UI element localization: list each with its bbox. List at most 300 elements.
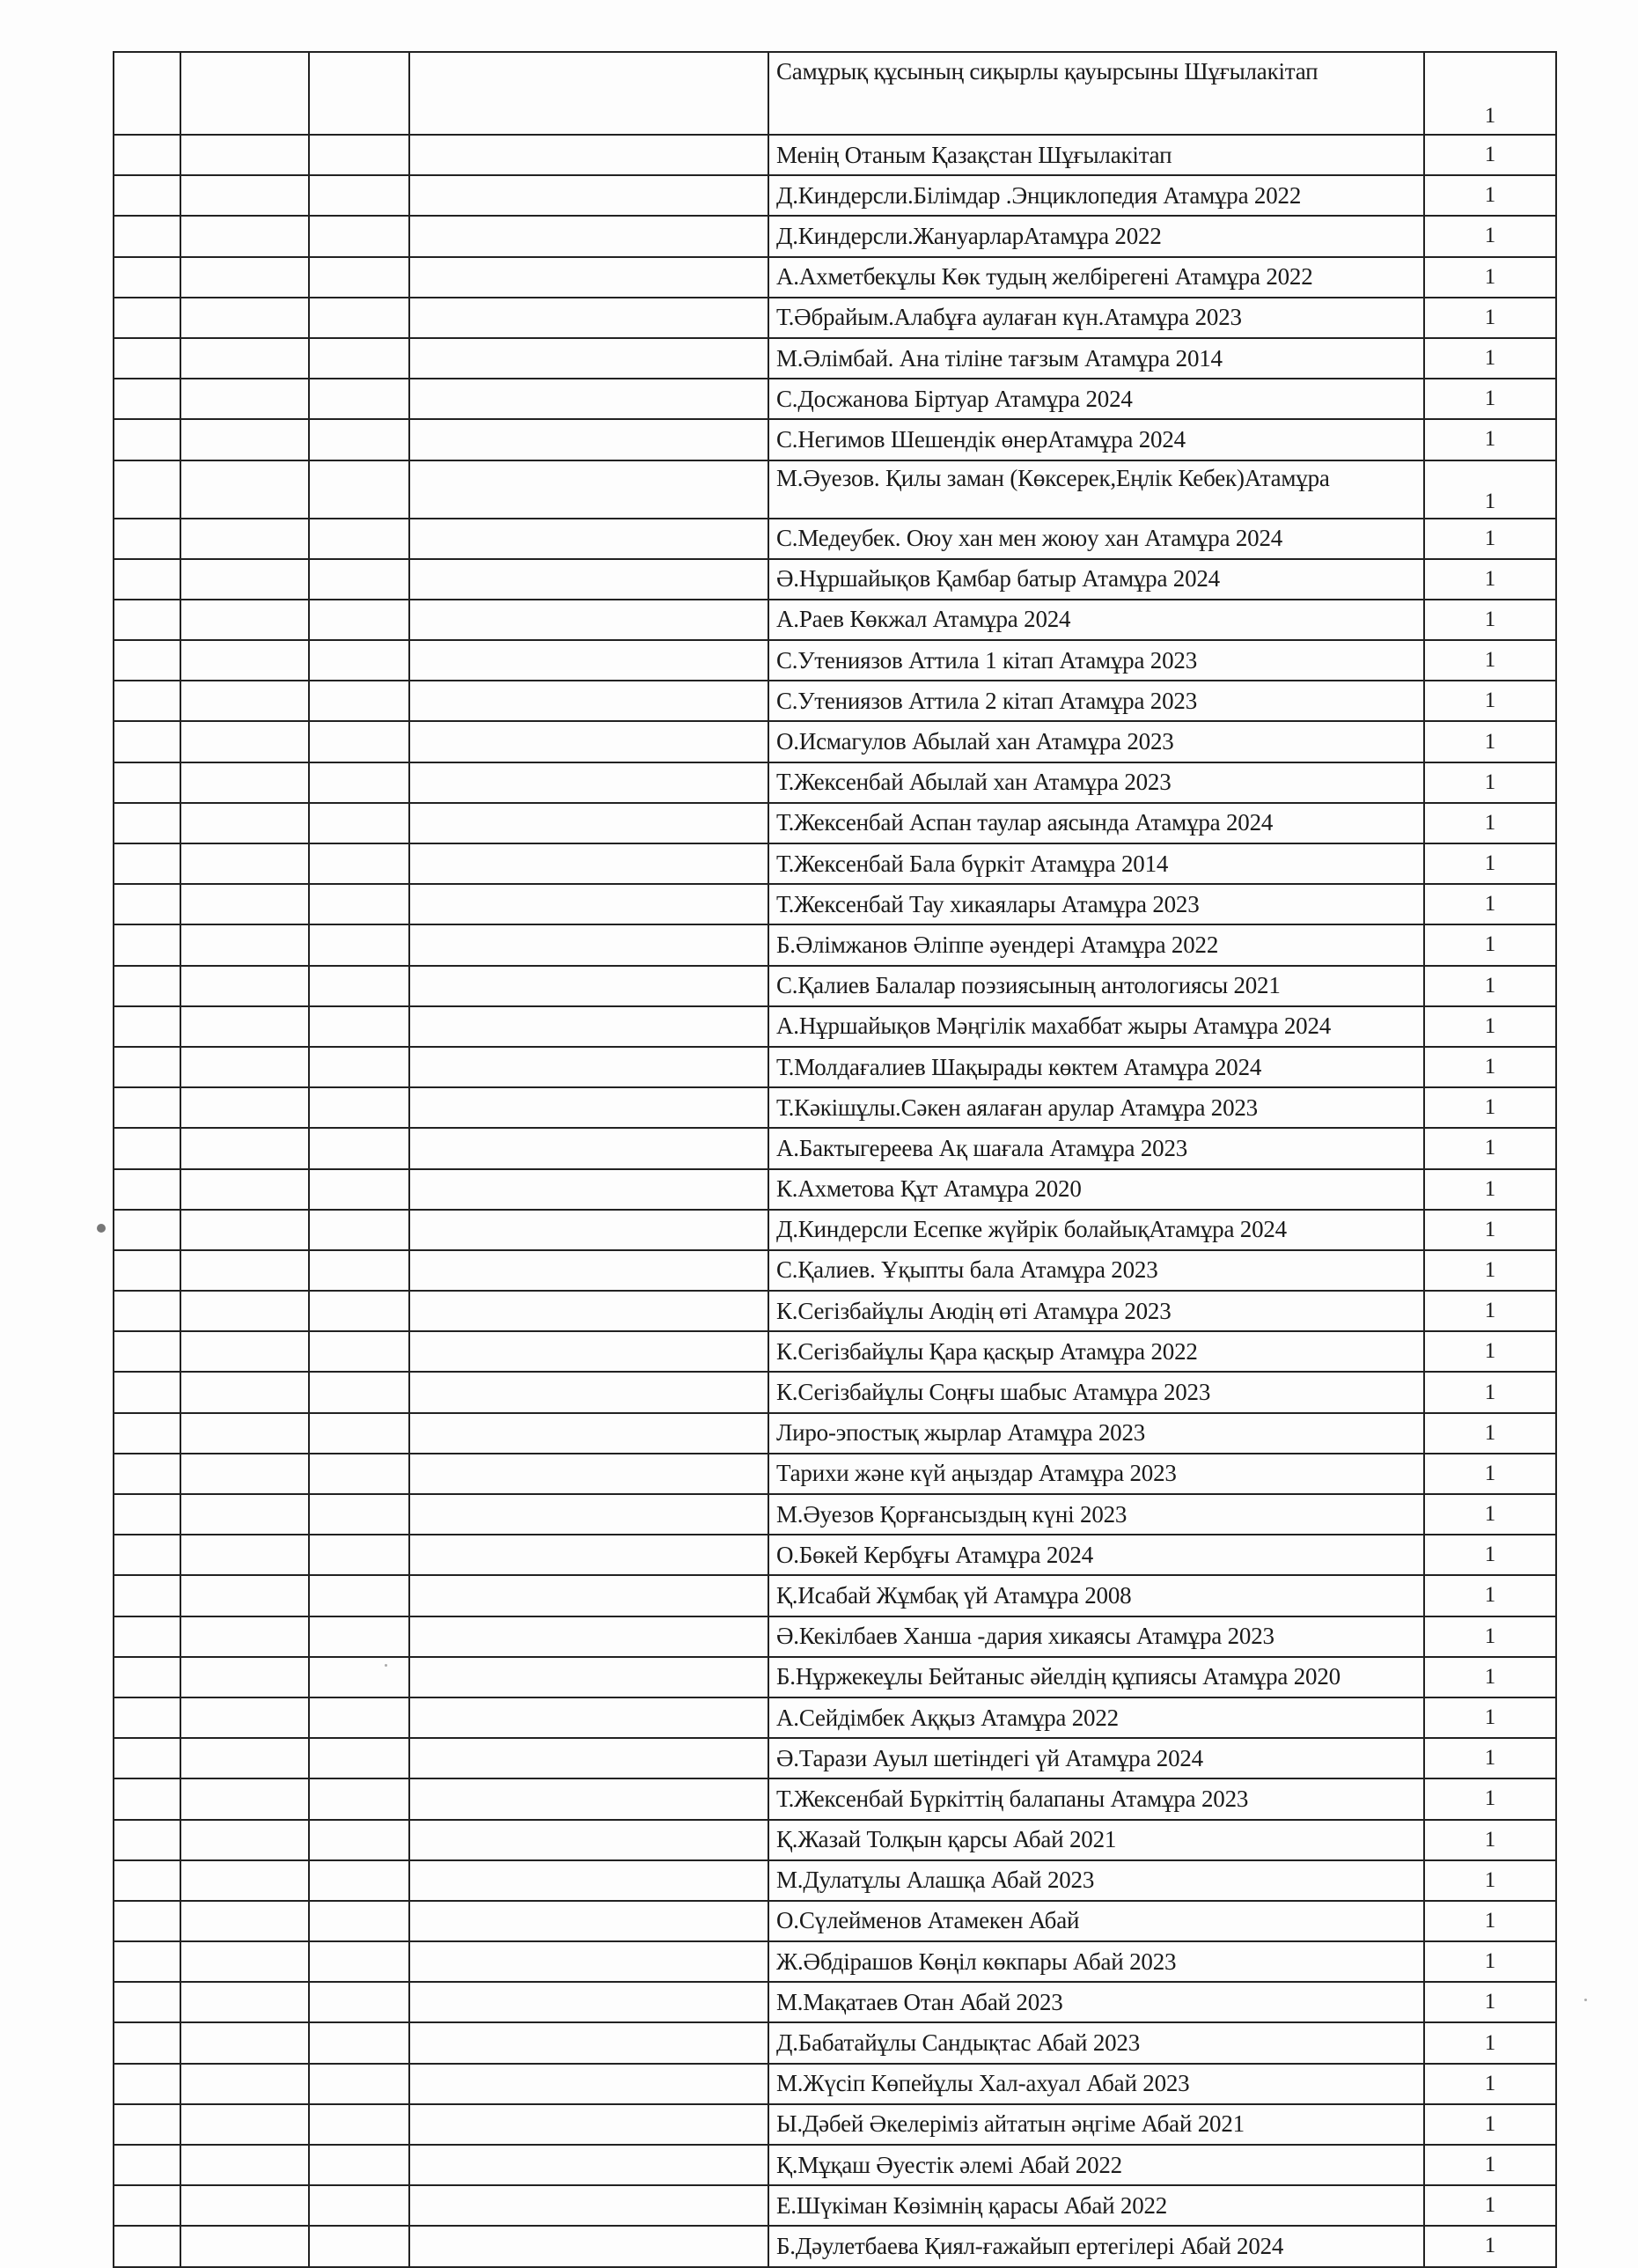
empty-cell xyxy=(180,1860,309,1901)
book-title-cell: С.Досжанова Біртуар Атамұра 2024 xyxy=(768,379,1424,419)
empty-cell xyxy=(309,1820,409,1860)
table-row xyxy=(114,1087,1556,1128)
empty-cell xyxy=(114,1250,180,1291)
table-row xyxy=(114,338,1556,379)
empty-cell xyxy=(309,2064,409,2104)
quantity-cell: 1 xyxy=(1424,1413,1556,1454)
empty-cell xyxy=(180,559,309,600)
empty-cell xyxy=(409,338,768,379)
quantity-cell: 1 xyxy=(1424,1941,1556,1982)
book-title-cell: С.Негимов Шешендік өнерАтамұра 2024 xyxy=(768,419,1424,460)
empty-cell xyxy=(409,2185,768,2226)
empty-cell xyxy=(309,762,409,803)
empty-cell xyxy=(114,1778,180,1819)
empty-cell xyxy=(180,338,309,379)
empty-cell xyxy=(409,460,768,519)
table-row xyxy=(114,2185,1556,2226)
empty-cell xyxy=(309,721,409,762)
empty-cell xyxy=(180,1413,309,1454)
empty-cell xyxy=(180,1250,309,1291)
table-row xyxy=(114,2104,1556,2145)
quantity-cell: 1 xyxy=(1424,419,1556,460)
empty-cell xyxy=(309,1697,409,1738)
empty-cell xyxy=(180,379,309,419)
table-row xyxy=(114,2226,1556,2266)
book-title-cell: Т.Жексенбай Тау хикаялары Атамұра 2023 xyxy=(768,884,1424,924)
empty-cell xyxy=(409,1128,768,1168)
empty-cell xyxy=(309,1494,409,1535)
quantity-cell: 1 xyxy=(1424,1820,1556,1860)
empty-cell xyxy=(309,2226,409,2266)
book-title-cell: С.Қалиев. Ұқыпты бала Атамұра 2023 xyxy=(768,1250,1424,1291)
book-title-cell: Д.Киндерсли Есепке жүйрік болайықАтамұра 2024 xyxy=(768,1210,1424,1250)
empty-cell xyxy=(409,519,768,559)
empty-cell xyxy=(409,1210,768,1250)
empty-cell xyxy=(409,2104,768,2145)
book-title-cell: С.Медеубек. Оюу хан мен жоюу хан Атамұра 2024 xyxy=(768,519,1424,559)
book-title-cell: Т.Кәкішұлы.Сәкен аялаған арулар Атамұра 2023 xyxy=(768,1087,1424,1128)
quantity-cell: 1 xyxy=(1424,721,1556,762)
empty-cell xyxy=(114,2145,180,2185)
table-row xyxy=(114,843,1556,884)
empty-cell xyxy=(309,884,409,924)
quantity-cell: 1 xyxy=(1424,135,1556,175)
empty-cell xyxy=(409,1941,768,1982)
empty-cell xyxy=(114,1128,180,1168)
empty-cell xyxy=(409,924,768,965)
empty-cell xyxy=(114,1820,180,1860)
empty-cell xyxy=(409,884,768,924)
empty-cell xyxy=(409,1087,768,1128)
book-title-cell: Е.Шүкіман Көзімнің қарасы Абай 2022 xyxy=(768,2185,1424,2226)
empty-cell xyxy=(409,1250,768,1291)
empty-cell xyxy=(180,884,309,924)
empty-cell xyxy=(409,1331,768,1372)
quantity-cell: 1 xyxy=(1424,1210,1556,1250)
empty-cell xyxy=(309,1535,409,1575)
empty-cell xyxy=(409,419,768,460)
empty-cell xyxy=(309,1982,409,2022)
book-title-cell: Ә.Нұршайықов Қамбар батыр Атамұра 2024 xyxy=(768,559,1424,600)
empty-cell xyxy=(409,600,768,640)
empty-cell xyxy=(309,1616,409,1657)
quantity-cell: 1 xyxy=(1424,803,1556,843)
empty-cell xyxy=(409,803,768,843)
quantity-cell: 1 xyxy=(1424,681,1556,721)
empty-cell xyxy=(114,2064,180,2104)
empty-cell xyxy=(114,1941,180,1982)
quantity-cell: 1 xyxy=(1424,762,1556,803)
book-title-cell: Менің Отаным Қазақстан Шұғылакітап xyxy=(768,135,1424,175)
empty-cell xyxy=(114,1169,180,1210)
empty-cell xyxy=(180,966,309,1006)
book-title-cell: О.Сүлейменов Атамекен Абай xyxy=(768,1901,1424,1941)
book-title-cell: К.Сегізбайұлы Аюдің өті Атамұра 2023 xyxy=(768,1291,1424,1331)
book-title-cell: Қ.Исабай Жұмбақ үй Атамұра 2008 xyxy=(768,1575,1424,1616)
empty-cell xyxy=(114,884,180,924)
book-title-cell: Самұрық құсының сиқырлы қауырсыны Шұғылакітап xyxy=(768,52,1424,135)
table-row xyxy=(114,640,1556,681)
quantity-cell: 1 xyxy=(1424,1657,1556,1697)
empty-cell xyxy=(180,2226,309,2266)
scan-speck xyxy=(97,1224,106,1233)
empty-cell xyxy=(309,2185,409,2226)
book-title-cell: А.Бактыгереева Ақ шағала Атамұра 2023 xyxy=(768,1128,1424,1168)
empty-cell xyxy=(309,216,409,256)
empty-cell xyxy=(180,216,309,256)
quantity-cell: 1 xyxy=(1424,1860,1556,1901)
empty-cell xyxy=(409,1982,768,2022)
empty-cell xyxy=(180,1006,309,1047)
empty-cell xyxy=(180,843,309,884)
quantity-cell: 1 xyxy=(1424,1494,1556,1535)
empty-cell xyxy=(114,1738,180,1778)
empty-cell xyxy=(114,640,180,681)
quantity-cell: 1 xyxy=(1424,216,1556,256)
empty-cell xyxy=(309,1087,409,1128)
book-title-cell: Қ.Мұқаш Әуестік әлемі Абай 2022 xyxy=(768,2145,1424,2185)
empty-cell xyxy=(114,1494,180,1535)
empty-cell xyxy=(180,52,309,135)
empty-cell xyxy=(180,1697,309,1738)
empty-cell xyxy=(114,1210,180,1250)
book-title-cell: Т.Молдағалиев Шақырады көктем Атамұра 2024 xyxy=(768,1047,1424,1087)
book-title-cell: О.Исмагулов Абылай хан Атамұра 2023 xyxy=(768,721,1424,762)
book-title-cell: А.Ахметбекұлы Көк тудың желбірегені Атамұра 2022 xyxy=(768,257,1424,298)
empty-cell xyxy=(409,681,768,721)
empty-cell xyxy=(409,1860,768,1901)
empty-cell xyxy=(114,600,180,640)
empty-cell xyxy=(409,1575,768,1616)
empty-cell xyxy=(409,2145,768,2185)
empty-cell xyxy=(180,1738,309,1778)
empty-cell xyxy=(180,1820,309,1860)
empty-cell xyxy=(409,175,768,216)
table-row xyxy=(114,966,1556,1006)
table-row xyxy=(114,1738,1556,1778)
empty-cell xyxy=(409,298,768,338)
empty-cell xyxy=(309,1006,409,1047)
empty-cell xyxy=(114,843,180,884)
empty-cell xyxy=(180,2022,309,2063)
empty-cell xyxy=(114,2226,180,2266)
empty-cell xyxy=(309,2145,409,2185)
table-row xyxy=(114,1901,1556,1941)
table-row xyxy=(114,1820,1556,1860)
book-title-cell: Т.Жексенбай Бүркіттің балапаны Атамұра 2023 xyxy=(768,1778,1424,1819)
empty-cell xyxy=(409,2226,768,2266)
empty-cell xyxy=(114,257,180,298)
table-row xyxy=(114,762,1556,803)
book-title-cell: А.Раев Көкжал Атамұра 2024 xyxy=(768,600,1424,640)
empty-cell xyxy=(180,1128,309,1168)
empty-cell xyxy=(180,640,309,681)
empty-cell xyxy=(180,762,309,803)
quantity-cell: 1 xyxy=(1424,1778,1556,1819)
table-row xyxy=(114,257,1556,298)
quantity-cell: 1 xyxy=(1424,843,1556,884)
book-list-table xyxy=(113,51,1557,2268)
empty-cell xyxy=(180,2185,309,2226)
empty-cell xyxy=(180,1575,309,1616)
quantity-cell: 1 xyxy=(1424,884,1556,924)
table-row xyxy=(114,1372,1556,1412)
empty-cell xyxy=(180,803,309,843)
empty-cell xyxy=(180,1494,309,1535)
quantity-cell: 1 xyxy=(1424,379,1556,419)
book-title-cell: Б.Нұржекеұлы Бейтаныс әйелдің құпиясы Атамұра 2020 xyxy=(768,1657,1424,1697)
empty-cell xyxy=(409,1697,768,1738)
empty-cell xyxy=(409,1738,768,1778)
quantity-cell: 1 xyxy=(1424,1738,1556,1778)
empty-cell xyxy=(409,1372,768,1412)
empty-cell xyxy=(114,1006,180,1047)
empty-cell xyxy=(409,1778,768,1819)
empty-cell xyxy=(409,1901,768,1941)
quantity-cell: 1 xyxy=(1424,1901,1556,1941)
book-title-cell: М.Әуезов Қорғансыздың күні 2023 xyxy=(768,1494,1424,1535)
empty-cell xyxy=(114,803,180,843)
table-row xyxy=(114,681,1556,721)
quantity-cell: 1 xyxy=(1424,1697,1556,1738)
empty-cell xyxy=(114,135,180,175)
table-row xyxy=(114,1047,1556,1087)
empty-cell xyxy=(114,519,180,559)
quantity-cell: 1 xyxy=(1424,2185,1556,2226)
empty-cell xyxy=(309,843,409,884)
empty-cell xyxy=(114,460,180,519)
empty-cell xyxy=(309,1738,409,1778)
table-row xyxy=(114,559,1556,600)
book-title-cell: А.Сейдімбек Аққыз Атамұра 2022 xyxy=(768,1697,1424,1738)
empty-cell xyxy=(114,1697,180,1738)
book-title-cell: Ж.Әбдірашов Көңіл көкпары Абай 2023 xyxy=(768,1941,1424,1982)
empty-cell xyxy=(409,257,768,298)
book-title-cell: Т.Жексенбай Бала бүркіт Атамұра 2014 xyxy=(768,843,1424,884)
empty-cell xyxy=(180,519,309,559)
empty-cell xyxy=(409,1047,768,1087)
table-row xyxy=(114,298,1556,338)
quantity-cell: 1 xyxy=(1424,2104,1556,2145)
empty-cell xyxy=(409,216,768,256)
book-title-cell: Т.Әбрайым.Алабұға аулаған күн.Атамұра 2023 xyxy=(768,298,1424,338)
table-row xyxy=(114,1413,1556,1454)
empty-cell xyxy=(409,1454,768,1494)
empty-cell xyxy=(309,1657,409,1697)
book-title-cell: Т.Жексенбай Аспан таулар аясында Атамұра 2024 xyxy=(768,803,1424,843)
book-title-cell: К.Ахметова Құт Атамұра 2020 xyxy=(768,1169,1424,1210)
table-row xyxy=(114,135,1556,175)
empty-cell xyxy=(180,298,309,338)
empty-cell xyxy=(180,419,309,460)
empty-cell xyxy=(180,1210,309,1250)
quantity-cell: 1 xyxy=(1424,257,1556,298)
empty-cell xyxy=(114,1372,180,1412)
book-title-cell: М.Әлімбай. Ана тіліне тағзым Атамұра 2014 xyxy=(768,338,1424,379)
empty-cell xyxy=(309,1901,409,1941)
empty-cell xyxy=(114,1901,180,1941)
empty-cell xyxy=(114,419,180,460)
empty-cell xyxy=(409,1494,768,1535)
empty-cell xyxy=(309,460,409,519)
quantity-cell: 1 xyxy=(1424,298,1556,338)
empty-cell xyxy=(114,298,180,338)
empty-cell xyxy=(180,1331,309,1372)
empty-cell xyxy=(180,175,309,216)
book-title-cell: К.Сегізбайұлы Қара қасқыр Атамұра 2022 xyxy=(768,1331,1424,1372)
empty-cell xyxy=(309,1047,409,1087)
table-row xyxy=(114,52,1556,135)
empty-cell xyxy=(309,1291,409,1331)
table-row xyxy=(114,803,1556,843)
table-row xyxy=(114,884,1556,924)
empty-cell xyxy=(114,1413,180,1454)
empty-cell xyxy=(409,135,768,175)
table-row xyxy=(114,419,1556,460)
table-row xyxy=(114,721,1556,762)
empty-cell xyxy=(409,966,768,1006)
empty-cell xyxy=(409,52,768,135)
table-row xyxy=(114,1535,1556,1575)
table-row xyxy=(114,1494,1556,1535)
book-title-cell: Ә.Кекілбаев Ханша -дария хикаясы Атамұра 2023 xyxy=(768,1616,1424,1657)
empty-cell xyxy=(409,379,768,419)
scan-speck xyxy=(1584,1999,1587,2001)
quantity-cell: 1 xyxy=(1424,1982,1556,2022)
empty-cell xyxy=(114,379,180,419)
table-body xyxy=(114,52,1556,2267)
book-title-cell: Ә.Тарази Ауыл шетіндегі үй Атамұра 2024 xyxy=(768,1738,1424,1778)
empty-cell xyxy=(114,559,180,600)
empty-cell xyxy=(180,135,309,175)
table-row xyxy=(114,1616,1556,1657)
empty-cell xyxy=(309,1454,409,1494)
empty-cell xyxy=(180,1169,309,1210)
quantity-cell: 1 xyxy=(1424,1372,1556,1412)
empty-cell xyxy=(409,1820,768,1860)
empty-cell xyxy=(114,1616,180,1657)
quantity-cell: 1 xyxy=(1424,1047,1556,1087)
empty-cell xyxy=(180,600,309,640)
quantity-cell: 1 xyxy=(1424,1169,1556,1210)
empty-cell xyxy=(409,1291,768,1331)
table-row xyxy=(114,924,1556,965)
book-title-cell: М.Дулатұлы Алашқа Абай 2023 xyxy=(768,1860,1424,1901)
empty-cell xyxy=(309,966,409,1006)
book-title-cell: Д.Киндерсли.Білімдар .Энциклопедия Атамұра 2022 xyxy=(768,175,1424,216)
book-title-cell: Лиро-эпостық жырлар Атамұра 2023 xyxy=(768,1413,1424,1454)
table-row xyxy=(114,1575,1556,1616)
table-row xyxy=(114,460,1556,519)
table-row xyxy=(114,1128,1556,1168)
book-title-cell: Тарихи және күй аңыздар Атамұра 2023 xyxy=(768,1454,1424,1494)
table-row xyxy=(114,1250,1556,1291)
book-title-cell: М.Әуезов. Қилы заман (Көксерек,Еңлік Кебек)Атамұра xyxy=(768,460,1424,519)
empty-cell xyxy=(409,1006,768,1047)
empty-cell xyxy=(309,681,409,721)
table-row xyxy=(114,1657,1556,1697)
book-title-cell: Ы.Дәбей Әкелеріміз айтатын әңгіме Абай 2021 xyxy=(768,2104,1424,2145)
empty-cell xyxy=(180,1535,309,1575)
empty-cell xyxy=(114,924,180,965)
empty-cell xyxy=(409,2064,768,2104)
empty-cell xyxy=(309,1372,409,1412)
table-row xyxy=(114,1006,1556,1047)
quantity-cell: 1 xyxy=(1424,1087,1556,1128)
empty-cell xyxy=(409,1616,768,1657)
table-row xyxy=(114,379,1556,419)
empty-cell xyxy=(114,1331,180,1372)
empty-cell xyxy=(309,640,409,681)
empty-cell xyxy=(114,1860,180,1901)
empty-cell xyxy=(114,721,180,762)
empty-cell xyxy=(114,681,180,721)
empty-cell xyxy=(409,2022,768,2063)
quantity-cell: 1 xyxy=(1424,460,1556,519)
book-title-cell: С.Утениязов Аттила 2 кітап Атамұра 2023 xyxy=(768,681,1424,721)
table-row xyxy=(114,2145,1556,2185)
table-row xyxy=(114,519,1556,559)
book-title-cell: Д.Киндерсли.ЖануарларАтамұра 2022 xyxy=(768,216,1424,256)
empty-cell xyxy=(114,1982,180,2022)
table-row xyxy=(114,1454,1556,1494)
empty-cell xyxy=(180,1982,309,2022)
empty-cell xyxy=(309,2104,409,2145)
empty-cell xyxy=(180,2145,309,2185)
book-title-cell: К.Сегізбайұлы Соңғы шабыс Атамұра 2023 xyxy=(768,1372,1424,1412)
empty-cell xyxy=(409,843,768,884)
empty-cell xyxy=(309,338,409,379)
empty-cell xyxy=(309,1575,409,1616)
empty-cell xyxy=(180,1087,309,1128)
empty-cell xyxy=(309,1941,409,1982)
empty-cell xyxy=(309,803,409,843)
empty-cell xyxy=(309,257,409,298)
quantity-cell: 1 xyxy=(1424,1128,1556,1168)
empty-cell xyxy=(309,1128,409,1168)
table-row xyxy=(114,2064,1556,2104)
empty-cell xyxy=(114,1657,180,1697)
quantity-cell: 1 xyxy=(1424,2022,1556,2063)
book-title-cell: Б.Дәулетбаева Қиял-ғажайып ертегілері Абай 2024 xyxy=(768,2226,1424,2266)
empty-cell xyxy=(180,681,309,721)
quantity-cell: 1 xyxy=(1424,1250,1556,1291)
empty-cell xyxy=(409,1535,768,1575)
empty-cell xyxy=(180,1657,309,1697)
empty-cell xyxy=(180,2064,309,2104)
empty-cell xyxy=(309,1210,409,1250)
empty-cell xyxy=(309,1860,409,1901)
quantity-cell: 1 xyxy=(1424,1454,1556,1494)
table-row xyxy=(114,1860,1556,1901)
empty-cell xyxy=(180,1901,309,1941)
empty-cell xyxy=(114,1575,180,1616)
empty-cell xyxy=(309,419,409,460)
empty-cell xyxy=(114,2104,180,2145)
table-row xyxy=(114,1169,1556,1210)
quantity-cell: 1 xyxy=(1424,338,1556,379)
table-row xyxy=(114,1778,1556,1819)
empty-cell xyxy=(114,1047,180,1087)
empty-cell xyxy=(114,762,180,803)
table-row xyxy=(114,175,1556,216)
book-title-cell: С.Утениязов Аттила 1 кітап Атамұра 2023 xyxy=(768,640,1424,681)
empty-cell xyxy=(409,721,768,762)
book-title-cell: Т.Жексенбай Абылай хан Атамұра 2023 xyxy=(768,762,1424,803)
table-row xyxy=(114,1697,1556,1738)
quantity-cell: 1 xyxy=(1424,640,1556,681)
empty-cell xyxy=(114,1291,180,1331)
